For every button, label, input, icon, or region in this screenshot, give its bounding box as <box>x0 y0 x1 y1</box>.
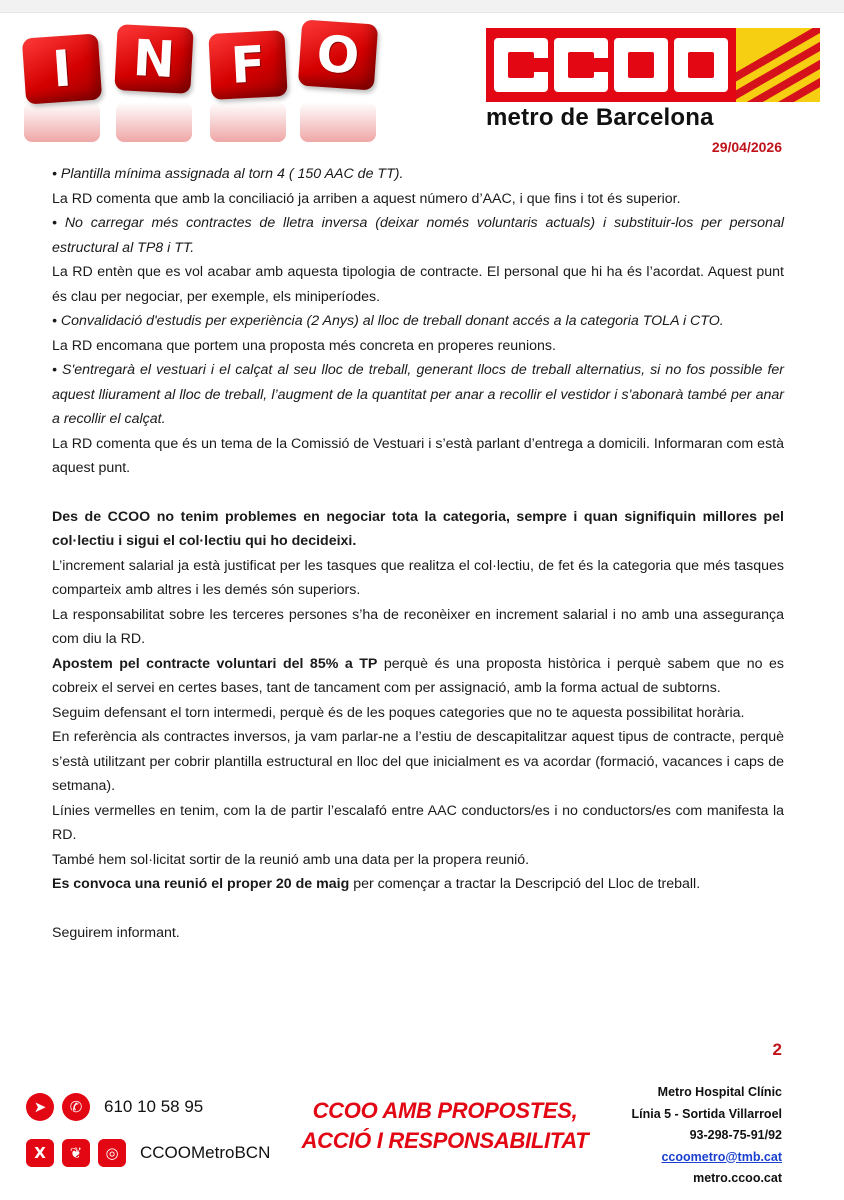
footer-social-row <box>26 1139 270 1167</box>
whatsapp-icon[interactable]: ✆ <box>62 1093 90 1121</box>
paragraph-rest: perquè és una proposta històrica i perquè sabem que no es cobreix el servei en certes bases, tant de tancament com per assignació, amb la forma actual de subtorns. <box>52 655 784 696</box>
body-paragraph: La RD entèn que es vol acabar amb aquesta tipologia de contracte. El personal que hi ha és l’acordat. Aquest punt és clau per negociar, per exemple, els miniperíodes. <box>52 264 784 305</box>
info-cube-n: N <box>114 24 193 94</box>
catalan-flag-icon <box>736 28 820 102</box>
logo-red-block <box>486 28 736 102</box>
paragraph-bold-lead: Es convoca una reunió el proper 20 de maig <box>52 876 350 892</box>
body-paragraph: L’increment salarial ja està justificat per les tasques que realitza el col·lectiu, de fet és la categoria que més tasques comparteix amb altres i les demés són superiors. <box>52 557 784 598</box>
website-link[interactable]: metro.ccoo.cat <box>693 1171 782 1185</box>
info-cubes-graphic <box>24 22 384 140</box>
footer-phone-row <box>26 1093 203 1121</box>
body-paragraph: Des de CCOO no tenim problemes en negociar tota la categoria, sempre i quan signifiquin millores pel col·lectiu i sigui el col·lectiu qui ho decideixi. <box>52 508 784 549</box>
address-phone: 93-298-75-91/92 <box>689 1128 782 1142</box>
ccoo-logo <box>486 28 820 131</box>
footer-address <box>631 1082 782 1190</box>
email-link[interactable]: ccoometro@tmb.cat <box>661 1149 782 1164</box>
paragraph-gap <box>52 481 784 505</box>
cube-reflection <box>210 102 286 142</box>
document-date: 29/04/2026 <box>711 139 782 155</box>
info-cube-i: I <box>22 33 102 104</box>
footer-phone[interactable]: 610 10 58 95 <box>104 1097 204 1116</box>
body-paragraph: La RD comenta que és un tema de la Comissió de Vestuari i s’està parlant d’entrega a domicili. Informaran com està aquest punt. <box>52 435 784 476</box>
logo-letter-o <box>674 38 728 92</box>
cube-reflection <box>24 102 100 142</box>
body-paragraph: La RD encomana que portem una proposta més concreta en properes reunions. <box>52 337 556 354</box>
page-number: 2 <box>772 1040 782 1059</box>
top-bar <box>0 0 844 13</box>
footer-social-handle[interactable]: CCOOMetroBCN <box>140 1143 271 1162</box>
logo-letters <box>494 38 728 92</box>
body-paragraph: També hem sol·licitat sortir de la reunió amb una data per la propera reunió. <box>52 851 530 868</box>
body-paragraph: • Convalidació d'estudis per experiència (2 Anys) al lloc de treball donant accés a la categoria TOLA i CTO. <box>52 313 724 329</box>
cube-reflection <box>300 102 376 142</box>
paragraph-bold-lead: Apostem pel contracte voluntari del 85% a TP <box>52 655 378 672</box>
telegram-icon[interactable]: ➤ <box>26 1093 54 1121</box>
slogan-line-1: CCOO AMB PROPOSTES, <box>312 1098 578 1123</box>
bluesky-icon[interactable]: ❦ <box>62 1139 90 1167</box>
body-paragraph: La responsabilitat sobre les terceres persones s’ha de reconèixer en increment salarial i no amb una assegurança com diu la RD. <box>52 606 784 647</box>
x-icon[interactable]: X <box>26 1139 54 1167</box>
body-paragraph: • S'entregarà el vestuari i el calçat al seu lloc de treball, generant llocs de treball alternatius, si no fos possible fer aquest lliurament al lloc de treball, l’augment de la quantitat per anar a recollir el vestidor i s'abonarà també per anar a recollir el calçat. <box>52 362 784 427</box>
footer-slogan <box>288 1096 602 1156</box>
body-paragraph <box>52 652 784 701</box>
body-paragraph: Seguim defensant el torn intermedi, perquè és de les poques categories que no te aquesta possibilitat horària. <box>52 704 745 721</box>
body-paragraph: En referència als contractes inversos, ja vam parlar-ne a l’estiu de descapitalitzar aquest tipus de contracte, perquè s’està utilitzant per cobrir plantilla estructural en lloc del que inicialment es va acordar (formació, vacances i caps de setmana). <box>52 729 784 794</box>
body-paragraph: • No carregar més contractes de lletra inversa (deixar només voluntaris actuals) i substituir-los per personal estructural al TP8 i TT. <box>52 215 784 256</box>
info-cube-f: F <box>208 30 287 100</box>
instagram-icon[interactable]: ◎ <box>98 1139 126 1167</box>
body-paragraph <box>52 872 784 897</box>
body-paragraph: Seguirem informant. <box>52 924 180 941</box>
logo-letter-c <box>494 38 548 92</box>
address-line-2: Línia 5 - Sortida Villarroel <box>631 1106 782 1121</box>
logo-letter-o <box>614 38 668 92</box>
cube-reflection <box>116 102 192 142</box>
info-cube-o: O <box>298 19 378 90</box>
body-paragraph: Línies vermelles en tenim, com la de partir l’escalafó entre AAC conductors/es i no conductors/es com manifesta la RD. <box>52 802 784 843</box>
logo-letter-c <box>554 38 608 92</box>
slogan-line-2: ACCIÓ I RESPONSABILITAT <box>301 1128 589 1153</box>
paragraph-rest: per començar a tractar la Descripció del Lloc de treball. <box>349 876 701 892</box>
body-paragraph: La RD comenta que amb la conciliació ja arriben a aquest número d’AAC, i que fins i tot és superior. <box>52 190 681 207</box>
paragraph-gap <box>52 897 784 921</box>
body-paragraph: • Plantilla mínima assignada al torn 4 ( 150 AAC de TT). <box>52 166 404 182</box>
address-line-1: Metro Hospital Clínic <box>657 1085 782 1099</box>
logo-subtitle: metro de Barcelona <box>486 104 714 131</box>
document-body <box>52 162 784 945</box>
